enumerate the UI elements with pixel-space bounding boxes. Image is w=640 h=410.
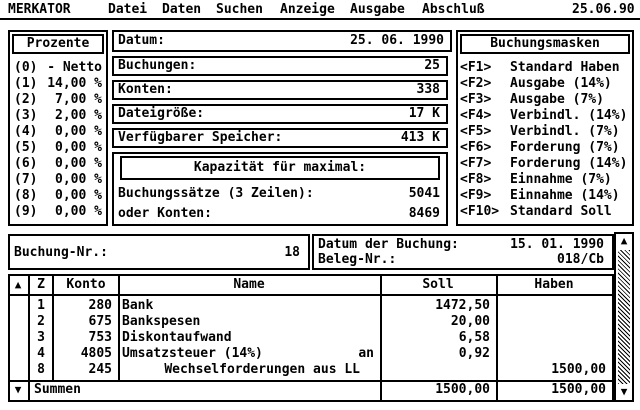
kapazitaet-label: Kapazität für maximal: <box>193 160 367 175</box>
buchungssaetze-label: Buchungssätze (3 Zeilen): <box>118 186 314 201</box>
masken-title-box <box>460 34 630 54</box>
table-scroll-up-icon[interactable]: ▲ <box>14 278 22 291</box>
dateigroesse-field <box>112 104 448 124</box>
row-soll: 6,58 <box>458 330 490 345</box>
prozent-value: - Netto <box>47 60 102 75</box>
maske-key[interactable]: <F9> <box>460 188 492 203</box>
konten-field <box>112 80 448 100</box>
row-name: Wechselforderungen aus LL <box>164 362 360 377</box>
buchung-nr-value: 18 <box>284 245 300 260</box>
maske-key[interactable]: <F8> <box>460 172 492 187</box>
prozent-value: 0,00 % <box>55 204 102 219</box>
buchung-datum-box <box>312 234 614 270</box>
prozent-key: (1) <box>14 76 38 91</box>
row-name: Diskontaufwand <box>122 330 232 345</box>
scrollbar[interactable] <box>614 232 634 402</box>
row-name: Umsatzsteuer (14%) <box>122 346 263 361</box>
summen-soll: 1500,00 <box>435 382 490 397</box>
kapazitaet-box <box>112 152 448 226</box>
maske-label[interactable]: Forderung (14%) <box>510 156 628 171</box>
table-scroll-down-icon[interactable]: ▼ <box>14 383 22 396</box>
row-konto: 675 <box>88 314 112 329</box>
menu-bar <box>0 0 640 20</box>
prozent-key: (3) <box>14 108 38 123</box>
menu-abschluss[interactable]: Abschluß <box>422 2 485 17</box>
datum-value: 25. 06. 1990 <box>350 33 444 48</box>
prozent-key: (7) <box>14 172 38 187</box>
maske-label[interactable]: Einnahme (7%) <box>510 172 612 187</box>
maske-label[interactable]: Standard Soll <box>510 204 612 219</box>
scroll-down-icon[interactable]: ▼ <box>620 385 628 398</box>
dateigroesse-label: Dateigröße: <box>118 106 205 121</box>
datum-label: Datum: <box>118 33 165 48</box>
row-soll: 0,92 <box>458 346 490 361</box>
row-konto: 280 <box>88 298 112 313</box>
maske-key[interactable]: <F7> <box>460 156 492 171</box>
speicher-label: Verfügbarer Speicher: <box>118 130 283 145</box>
menu-datei[interactable]: Datei <box>108 2 148 17</box>
dateigroesse-value: 17 K <box>408 106 440 121</box>
table-row[interactable] <box>30 362 610 378</box>
prozent-key: (5) <box>14 140 38 155</box>
buchungen-value: 25 <box>424 58 440 73</box>
row-soll: 1472,50 <box>435 298 490 313</box>
prozente-panel <box>8 30 108 226</box>
prozent-value: 0,00 % <box>55 188 102 203</box>
buchung-nr-label: Buchung-Nr.: <box>14 245 108 260</box>
maske-key[interactable]: <F5> <box>460 124 492 139</box>
beleg-value: 018/Cb <box>557 252 604 267</box>
konten-value: 338 <box>416 82 440 97</box>
row-konto: 753 <box>88 330 112 345</box>
speicher-value: 413 K <box>400 130 440 145</box>
maske-key[interactable]: <F3> <box>460 92 492 107</box>
menu-anzeige[interactable]: Anzeige <box>280 2 335 17</box>
maske-label[interactable]: Verbindl. (14%) <box>510 108 628 123</box>
menu-ausgabe[interactable]: Ausgabe <box>350 2 405 17</box>
row-z: 3 <box>37 330 45 345</box>
summen-haben: 1500,00 <box>551 382 606 397</box>
table-row[interactable] <box>30 298 610 314</box>
header-soll: Soll <box>422 277 454 292</box>
konten-label: Konten: <box>118 82 173 97</box>
row-name: Bankspesen <box>122 314 201 329</box>
prozent-value: 0,00 % <box>55 156 102 171</box>
buchung-table <box>8 274 614 402</box>
app-title: MERKATOR <box>8 2 71 17</box>
menu-suchen[interactable]: Suchen <box>216 2 263 17</box>
maske-key[interactable]: <F10> <box>460 204 500 219</box>
header-name: Name <box>233 277 265 292</box>
header-z: Z <box>37 277 45 292</box>
scroll-track[interactable] <box>618 250 630 384</box>
prozent-value: 0,00 % <box>55 172 102 187</box>
system-date: 25.06.90 <box>572 2 635 17</box>
oder-konten-label: oder Konten: <box>118 206 212 221</box>
prozente-title-box <box>12 34 104 54</box>
prozent-value: 14,00 % <box>47 76 102 91</box>
table-row[interactable] <box>30 314 610 330</box>
table-row[interactable] <box>30 346 610 362</box>
kapazitaet-title-box <box>120 156 440 180</box>
prozent-key: (8) <box>14 188 38 203</box>
maske-label[interactable]: Forderung (7%) <box>510 140 620 155</box>
buchungen-label: Buchungen: <box>118 58 197 73</box>
table-row[interactable] <box>30 330 610 346</box>
buchungssaetze-value: 5041 <box>408 186 440 201</box>
buchung-nr-box <box>8 234 310 270</box>
row-name: Bank <box>122 298 154 313</box>
masken-title: Buchungsmasken <box>490 36 600 51</box>
row-haben: 1500,00 <box>551 362 606 377</box>
maske-key[interactable]: <F2> <box>460 76 492 91</box>
row-extra: an <box>358 346 374 361</box>
header-haben: Haben <box>534 277 574 292</box>
row-z: 1 <box>37 298 45 313</box>
prozent-value: 2,00 % <box>55 108 102 123</box>
datum-field <box>112 30 452 52</box>
maske-label[interactable]: Verbindl. (7%) <box>510 124 620 139</box>
prozent-value: 7,00 % <box>55 92 102 107</box>
menu-daten[interactable]: Daten <box>162 2 202 17</box>
row-z: 2 <box>37 314 45 329</box>
prozent-key: (0) <box>14 60 38 75</box>
maske-key[interactable]: <F1> <box>460 60 492 75</box>
maske-label[interactable]: Ausgabe (7%) <box>510 92 604 107</box>
row-konto: 245 <box>88 362 112 377</box>
buchungen-field <box>112 56 448 76</box>
summen-label: Summen <box>34 382 81 397</box>
beleg-label: Beleg-Nr.: <box>318 252 397 267</box>
maske-label[interactable]: Standard Haben <box>510 60 620 75</box>
buchung-datum-label: Datum der Buchung: <box>318 237 459 252</box>
row-z: 8 <box>37 362 45 377</box>
maske-key[interactable]: <F6> <box>460 140 492 155</box>
prozent-key: (2) <box>14 92 38 107</box>
prozente-title: Prozente <box>26 36 90 51</box>
buchungsmasken-panel <box>456 30 634 226</box>
buchung-datum-value: 15. 01. 1990 <box>510 237 604 252</box>
row-soll: 20,00 <box>450 314 490 329</box>
prozent-value: 0,00 % <box>55 124 102 139</box>
maske-label[interactable]: Einnahme (14%) <box>510 188 620 203</box>
row-z: 4 <box>37 346 45 361</box>
maske-key[interactable]: <F4> <box>460 108 492 123</box>
prozent-key: (9) <box>14 204 38 219</box>
info-panel <box>112 30 452 226</box>
oder-konten-value: 8469 <box>408 206 440 221</box>
prozent-value: 0,00 % <box>55 140 102 155</box>
header-konto: Konto <box>66 277 106 292</box>
scroll-up-icon[interactable]: ▲ <box>620 234 628 247</box>
prozent-key: (6) <box>14 156 38 171</box>
speicher-field <box>112 128 448 148</box>
row-konto: 4805 <box>80 346 112 361</box>
maske-label[interactable]: Ausgabe (14%) <box>510 76 612 91</box>
prozent-key: (4) <box>14 124 38 139</box>
